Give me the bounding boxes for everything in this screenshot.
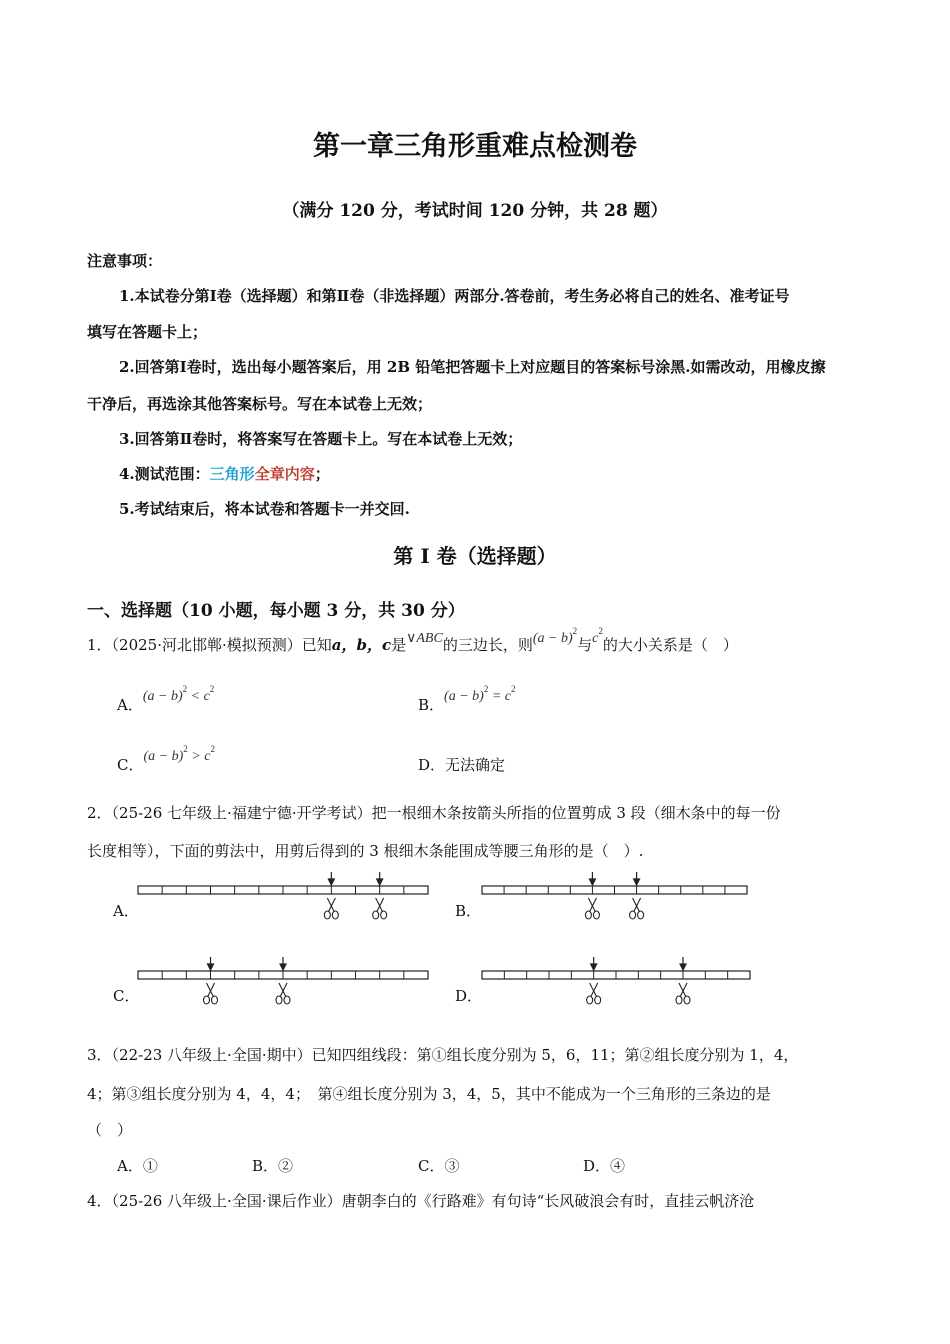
note-5: 5.考试结束后，将本试卷和答题卡一并交回. [119,500,410,518]
scissors-icon [676,983,690,1004]
note-4-prefix: 4.测试范围： [119,465,210,483]
q2-option-d[interactable]: D． [455,987,483,1005]
text-relation: 的大小关系是（ ） [602,636,738,654]
question-2-line-1 [87,802,781,823]
option-expr: (a − b) [444,689,484,704]
option-text: 无法确定 [445,756,506,774]
text-is: 是 [391,636,407,654]
scissors-icon [276,983,290,1004]
q2-option-b[interactable]: B． [455,902,482,920]
expr-a-minus-b: (a − b) [532,631,573,646]
question-4-line-1 [87,1190,754,1211]
q3-option-a[interactable]: A．① [117,1157,158,1175]
arrow-head-icon [328,879,334,885]
text-sides: 的三边长，则 [442,636,533,654]
scissors-icon [630,898,644,919]
triangle-symbol: ∨ABC [406,631,443,646]
scissors-icon [587,983,601,1004]
question-number: 2． [87,804,112,822]
q1-option-c[interactable] [117,744,215,775]
note-1-line-1: 1.本试卷分第Ⅰ卷（选择题）和第Ⅱ卷（非选择题）两部分.答卷前，考生务必将自己的姓名、准考证号 [119,287,790,305]
var-c: c [592,631,599,646]
page-title: 第一章三角形重难点检测卷 [313,131,637,162]
variables: a，b，c [331,636,392,654]
note-2-line-2: 干净后，再选涂其他答案标号。写在本试卷上无效； [87,395,433,413]
option-label: B． [418,696,445,714]
option-expr: (a − b) [143,749,184,764]
question-number: 3． [87,1046,112,1064]
exponent: 2 [510,684,516,694]
arrow-head-icon [280,964,286,970]
notes-heading: 注意事项： [87,252,163,270]
scissors-icon [324,898,338,919]
section-title: 第 I 卷（选择题） [393,544,557,568]
q1-option-b[interactable] [418,684,516,715]
arrow-head-icon [589,879,595,885]
arrow-head-icon [208,964,214,970]
arrow-head-icon [591,964,597,970]
note-2-line-1: 2.回答第Ⅰ卷时，选出每小题答案后，用 2B 铅笔把答题卡上对应题目的答案标号涂黑.如需改动，用橡皮擦 [119,358,826,376]
exponent: 2 [598,626,603,636]
question-number: 4． [87,1192,112,1210]
question-text: （25-26 八年级上·全国·课后作业）唐朝李白的《行路难》有句诗“长风破浪会有时，直挂云帆济沧 [111,1192,755,1210]
option-label: C． [117,756,144,774]
q2-option-a[interactable]: A． [113,902,139,920]
question-text: （25-26 七年级上·福建宁德·开学考试）把一根细木条按箭头所指的位置剪成 3 段（细木条中的每一份 [111,804,781,822]
question-3-line-3: （ ） [87,1121,133,1139]
q2-option-c[interactable]: C． [113,987,140,1005]
stick-figure-a [138,870,438,920]
q3-option-b[interactable]: B．② [252,1157,294,1175]
exponent: 2 [182,684,188,694]
scissors-icon [585,898,599,919]
option-label: D． [418,756,446,774]
exponent: 2 [209,684,215,694]
arrow-head-icon [377,879,383,885]
stick-figure-c [138,955,438,1005]
q1-option-a[interactable] [117,684,215,715]
option-expr: (a − b) [142,689,183,704]
option-expr-rest: < c [187,689,210,704]
q1-option-d[interactable] [418,754,505,775]
exam-info: （满分 120 分，考试时间 120 分钟，共 28 题） [282,201,668,221]
option-expr-rest: > c [187,749,211,764]
question-number: 1． [87,636,112,654]
note-1-line-2: 填写在答题卡上； [87,323,208,341]
arrow-head-icon [634,879,640,885]
scissors-icon [373,898,387,919]
question-2-line-2: 长度相等），下面的剪法中，用剪后得到的 3 根细木条能围成等腰三角形的是（ ）. [87,842,644,860]
stick-figure-d [482,955,762,1005]
exponent: 2 [572,626,578,636]
q3-option-d[interactable]: D．④ [583,1157,626,1175]
question-text: （22-23 八年级上·全国·期中）已知四组线段：第①组长度分别为 5，6，11；第②组长度分别为 1，4， [111,1046,799,1064]
note-3: 3.回答第Ⅱ卷时，将答案写在答题卡上。写在本试卷上无效； [119,430,523,448]
option-expr-rest: = c [488,689,511,704]
note-4-scope-topic: 三角形 [209,465,255,483]
question-3-line-1 [87,1044,798,1065]
note-4-suffix: ； [314,465,330,483]
stick-figure-b [482,870,752,920]
exponent: 2 [183,744,188,754]
note-4-scope-range: 全章内容 [254,465,315,483]
question-source: （2025·河北邯郸·模拟预测）已知 [111,636,332,654]
question-3-line-2: 4；第③组长度分别为 4，4，4； 第④组长度分别为 3，4，5，其中不能成为一个三角形的三条边的是 [87,1085,771,1103]
option-label: A． [117,696,143,714]
exponent: 2 [483,684,489,694]
q3-option-c[interactable]: C．③ [418,1157,460,1175]
question-1 [87,626,738,655]
note-4 [119,463,330,484]
text-and: 与 [577,636,593,654]
scissors-icon [204,983,218,1004]
arrow-head-icon [680,964,686,970]
exponent: 2 [210,744,215,754]
part-heading: 一、选择题（10 小题，每小题 3 分，共 30 分） [87,601,465,621]
